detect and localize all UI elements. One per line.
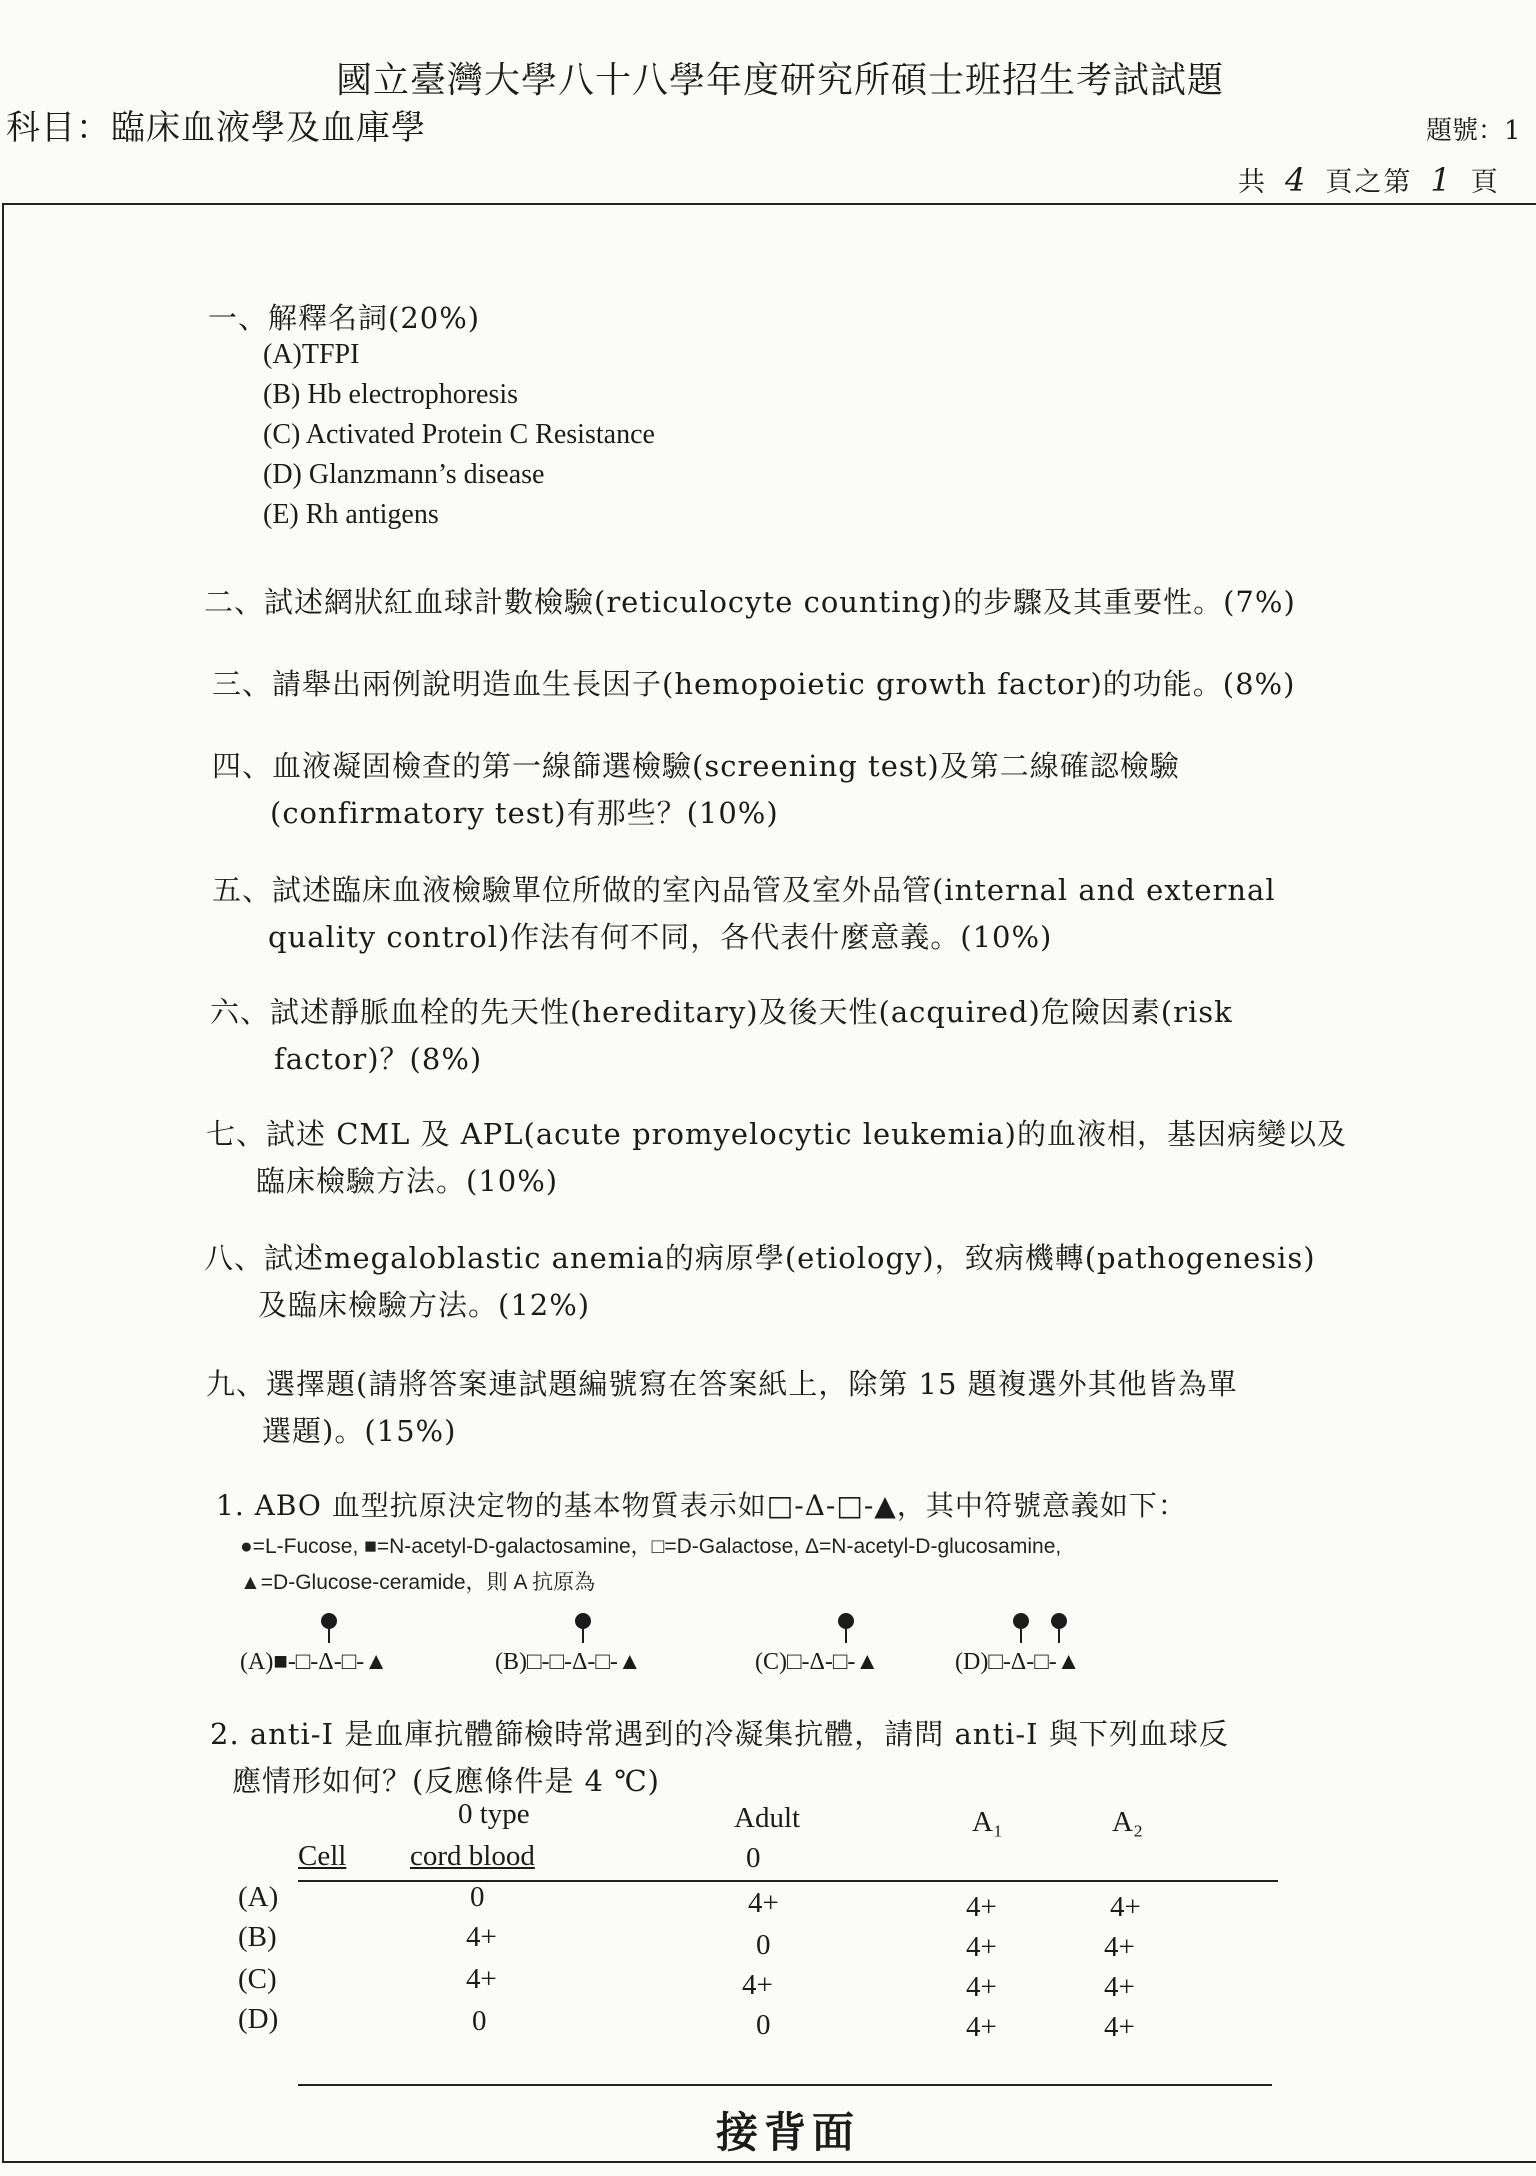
mc1-option-c-label: (C)□-Δ-□-▲ [755, 1649, 880, 1675]
table-row-d-adult: 0 [756, 2009, 771, 2041]
mc1-option-b-label: (B)□-□-Δ-□-▲ [495, 1649, 642, 1675]
table-header-rule [298, 1880, 1278, 1882]
table-row-d-a2: 4+ [1104, 2011, 1135, 2043]
table-row-a-a1: 4+ [966, 1891, 997, 1923]
q1-item-b: (B) Hb electrophoresis [263, 379, 519, 410]
question-9-line1: 九、選擇題(請將答案連試題編號寫在答案紙上，除第 15 題複選外其他皆為單 [206, 1367, 1238, 1401]
mc1-option-d [955, 1605, 1155, 1695]
question-6-line2: factor)？(8%) [274, 1042, 483, 1076]
table-header-cell: Cell [298, 1840, 347, 1872]
mc1-option-d-label: (D)□-Δ-□-▲ [955, 1649, 1081, 1675]
table-row-d-label: (D) [238, 2003, 279, 2035]
question-5-line1: 五、試述臨床血液檢驗單位所做的室內品管及室外品管(internal and external [212, 873, 1276, 907]
table-row-c-adult: 4+ [742, 1969, 773, 2001]
question-4-line1: 四、血液凝固檢查的第一線篩選檢驗(screening test)及第二線確認檢驗 [212, 749, 1180, 783]
question-7-line1: 七、試述 CML 及 APL(acute promyelocytic leukemia)的血液相，基因病變以及 [206, 1117, 1347, 1151]
pages-total: 4 [1285, 161, 1308, 199]
question-9-line2: 選題)。(15%) [262, 1414, 457, 1448]
mc2-stem [210, 1712, 1229, 1800]
table-row-b-label: (B) [238, 1921, 277, 1953]
table-row-a-label: (A) [238, 1881, 279, 1913]
table-header-a1: A₁ [972, 1806, 1004, 1838]
table-row-c-a1: 4+ [966, 1971, 997, 2003]
mc2-line1: 2. anti-I 是血庫抗體篩檢時常遇到的冷凝集抗體，請問 anti-I 與下列血球反 [210, 1717, 1229, 1751]
question-3-line1: 三、請舉出兩例說明造血生長因子(hemopoietic growth factor)的功能。(8%) [212, 667, 1296, 701]
question-7 [206, 1112, 1347, 1200]
pages-current: 1 [1430, 161, 1453, 199]
question-7-line2: 臨床檢驗方法。(10%) [256, 1164, 559, 1198]
mc1-legend-line2: ▲=D-Glucose-ceramide，則 A 抗原為 [240, 1571, 596, 1594]
q1-item-e: (E) Rh antigens [263, 499, 439, 530]
table-row-b-cord: 4+ [466, 1921, 497, 1953]
question-5-line2: quality control)作法有何不同，各代表什麼意義。(10%) [268, 920, 1053, 954]
question-8-line2: 及臨床檢驗方法。(12%) [258, 1288, 591, 1322]
table-row-a-adult: 4+ [748, 1887, 779, 1919]
mc2-line2: 應情形如何？(反應條件是 4 ℃) [232, 1764, 660, 1798]
subject-title: 科目：臨床血液學及血庫學 [6, 108, 426, 148]
table-row-a-a2: 4+ [1110, 1891, 1141, 1923]
table-row-d-cord: 0 [472, 2005, 487, 2037]
q1-item-c: (C) Activated Protein C Resistance [263, 419, 655, 450]
page-indicator [1238, 160, 1500, 199]
question-5 [212, 868, 1276, 956]
mc1-option-a-label: (A)■-□-Δ-□-▲ [240, 1649, 388, 1675]
continue-on-back: 接背面 [716, 2108, 861, 2157]
table-row-b-a1: 4+ [966, 1931, 997, 1963]
table-row-d-a1: 4+ [966, 2011, 997, 2043]
table-row-c-a2: 4+ [1104, 1971, 1135, 2003]
question-4 [212, 744, 1180, 832]
exam-title: 國立臺灣大學八十八學年度研究所碩士班招生考試試題 [336, 60, 1225, 101]
question-8-line1: 八、試述megaloblastic anemia的病原學(etiology)，致病機轉(pathogenesis) [204, 1241, 1316, 1275]
table-row-a-cord: 0 [470, 1881, 485, 1913]
mc1-legend-line1: ●=L-Fucose, ■=N-acetyl-D-galactosamine，□=D-Galactose, Δ=N-acetyl-D-glucosamine, [240, 1535, 1062, 1558]
question-9 [206, 1362, 1238, 1450]
question-4-line2: (confirmatory test)有那些？(10%) [270, 796, 779, 830]
mc1-option-b [495, 1605, 715, 1695]
table-header-adult: Adult [734, 1802, 801, 1834]
q1-item-d: (D) Glanzmann’s disease [263, 459, 545, 490]
mc1-options [240, 1605, 1170, 1695]
question-2-line1: 二、試述網狀紅血球計數檢驗(reticulocyte counting)的步驟及其重要性。(7%) [204, 585, 1296, 619]
q1-title: 一、解釋名詞(20%) [208, 301, 481, 335]
question-2 [204, 580, 1296, 621]
table-bottom-rule [298, 2084, 1272, 2086]
q1-item-a: (A)TFPI [263, 339, 360, 370]
table-row-c-cord: 4+ [466, 1963, 497, 1995]
mc1-stem: 1. ABO 血型抗原決定物的基本物質表示如□-Δ-□-▲，其中符號意義如下： [216, 1489, 1187, 1522]
mc1-option-c [755, 1605, 945, 1695]
question-6 [210, 990, 1233, 1078]
table-header-cord-blood: cord blood [410, 1840, 535, 1872]
pages-mid: 頁之第 [1325, 167, 1413, 198]
mc1-option-a [240, 1605, 460, 1695]
table-row-b-a2: 4+ [1104, 1931, 1135, 1963]
pages-suffix: 頁 [1470, 167, 1500, 198]
question-number: 題號：1 [1426, 116, 1521, 146]
table-header-otype: 0 type [458, 1798, 530, 1830]
table-header-adult-o: 0 [746, 1842, 761, 1874]
table-row-b-adult: 0 [756, 1929, 771, 1961]
table-header-a2: A₂ [1112, 1806, 1144, 1838]
pages-prefix: 共 [1238, 167, 1267, 198]
question-6-line1: 六、試述靜脈血栓的先天性(hereditary)及後天性(acquired)危險因素(risk [210, 995, 1233, 1029]
table-row-c-label: (C) [238, 1963, 277, 1995]
question-3 [212, 662, 1295, 703]
question-8 [204, 1236, 1316, 1324]
